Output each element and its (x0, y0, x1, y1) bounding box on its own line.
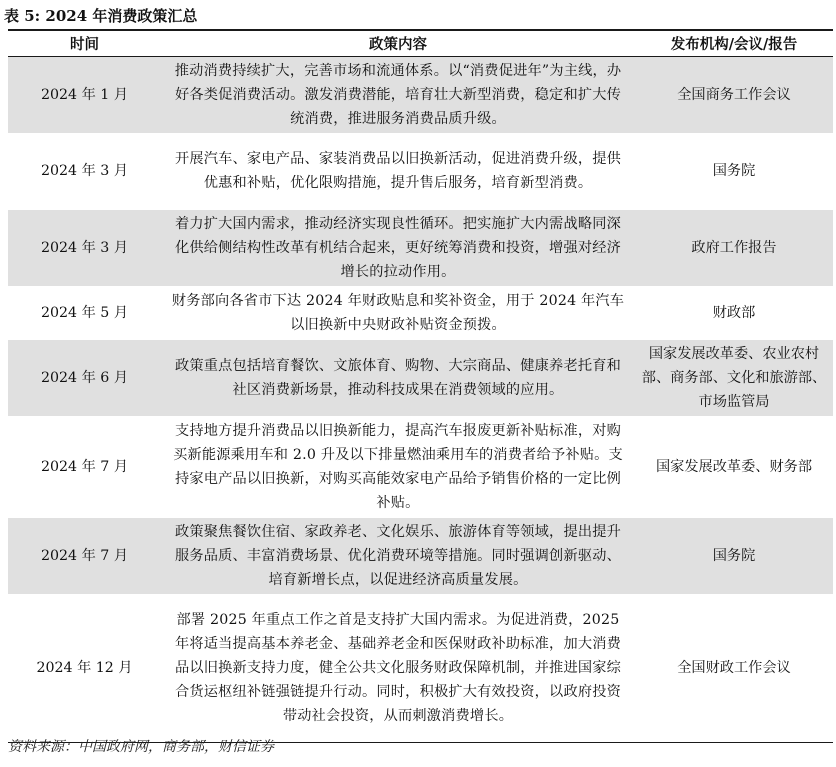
table-row (8, 133, 833, 209)
cell-agency: 全国财政工作会议 (635, 594, 833, 742)
cell-agency: 全国商务工作会议 (635, 56, 833, 133)
table-row (8, 416, 833, 517)
consumption-policy-table (8, 29, 833, 743)
table-row (8, 594, 833, 742)
cell-policy-content: 财务部向各省市下达 2024 年财政贴息和奖补资金，用于 2024 年汽车以旧换新中央财政补贴资金预拨。 (161, 286, 635, 339)
cell-time: 2024 年 5 月 (8, 286, 161, 339)
header-time: 时间 (8, 30, 161, 56)
cell-agency: 财政部 (635, 286, 833, 339)
cell-time: 2024 年 3 月 (8, 133, 161, 209)
table-row (8, 339, 833, 416)
cell-policy-content: 部署 2025 年重点工作之首是支持扩大国内需求。为促进消费，2025 年将适当提高基本养老金、基础养老金和医保财政补助标准，加大消费品以旧换新支持力度，健全公共文化服务财政保障机制，并推进国家综合货运枢纽补链强链提升行动。同时，积极扩大有效投资，以政府投资带动社会投资，从而刺激消费增长。 (161, 594, 635, 742)
header-policy-content: 政策内容 (161, 30, 635, 56)
cell-policy-content: 支持地方提升消费品以旧换新能力，提高汽车报废更新补贴标准，对购买新能源乘用车和 2.0 升及以下排量燃油乘用车的消费者给予补贴。支持家电产品以旧换新，对购买高能效家电产品给予销售价格的一定比例补贴。 (161, 416, 635, 517)
table-row (8, 209, 833, 286)
table-row (8, 286, 833, 339)
cell-policy-content: 推动消费持续扩大，完善市场和流通体系。以“消费促进年”为主线，办好各类促消费活动。激发消费潜能，培育壮大新型消费，稳定和扩大传统消费，推进服务消费品质升级。 (161, 56, 635, 133)
cell-time: 2024 年 7 月 (8, 517, 161, 594)
table-row (8, 517, 833, 594)
cell-policy-content: 政策聚焦餐饮住宿、家政养老、文化娱乐、旅游体育等领域，提出提升服务品质、丰富消费场景、优化消费环境等措施。同时强调创新驱动、培育新增长点，以促进经济高质量发展。 (161, 517, 635, 594)
cell-policy-content: 开展汽车、家电产品、家装消费品以旧换新活动，促进消费升级，提供优惠和补贴，优化限购措施，提升售后服务，培育新型消费。 (161, 133, 635, 209)
cell-time: 2024 年 12 月 (8, 594, 161, 742)
header-agency: 发布机构/会议/报告 (635, 30, 833, 56)
cell-agency: 国家发展改革委、财务部 (635, 416, 833, 517)
source-note: 资料来源：中国政府网，商务部，财信证券 (8, 739, 274, 755)
table-header-row (8, 30, 833, 56)
cell-policy-content: 着力扩大国内需求，推动经济实现良性循环。把实施扩大内需战略同深化供给侧结构性改革有机结合起来，更好统筹消费和投资，增强对经济增长的拉动作用。 (161, 209, 635, 286)
cell-agency: 国务院 (635, 133, 833, 209)
cell-agency: 国家发展改革委、农业农村部、商务部、文化和旅游部、市场监管局 (635, 339, 833, 416)
cell-time: 2024 年 6 月 (8, 339, 161, 416)
cell-policy-content: 政策重点包括培育餐饮、文旅体育、购物、大宗商品、健康养老托育和社区消费新场景，推动科技成果在消费领域的应用。 (161, 339, 635, 416)
cell-time: 2024 年 3 月 (8, 209, 161, 286)
table-row (8, 56, 833, 133)
cell-time: 2024 年 1 月 (8, 56, 161, 133)
table-caption: 表 5: 2024 年消费政策汇总 (4, 7, 198, 25)
cell-agency: 国务院 (635, 517, 833, 594)
cell-time: 2024 年 7 月 (8, 416, 161, 517)
cell-agency: 政府工作报告 (635, 209, 833, 286)
